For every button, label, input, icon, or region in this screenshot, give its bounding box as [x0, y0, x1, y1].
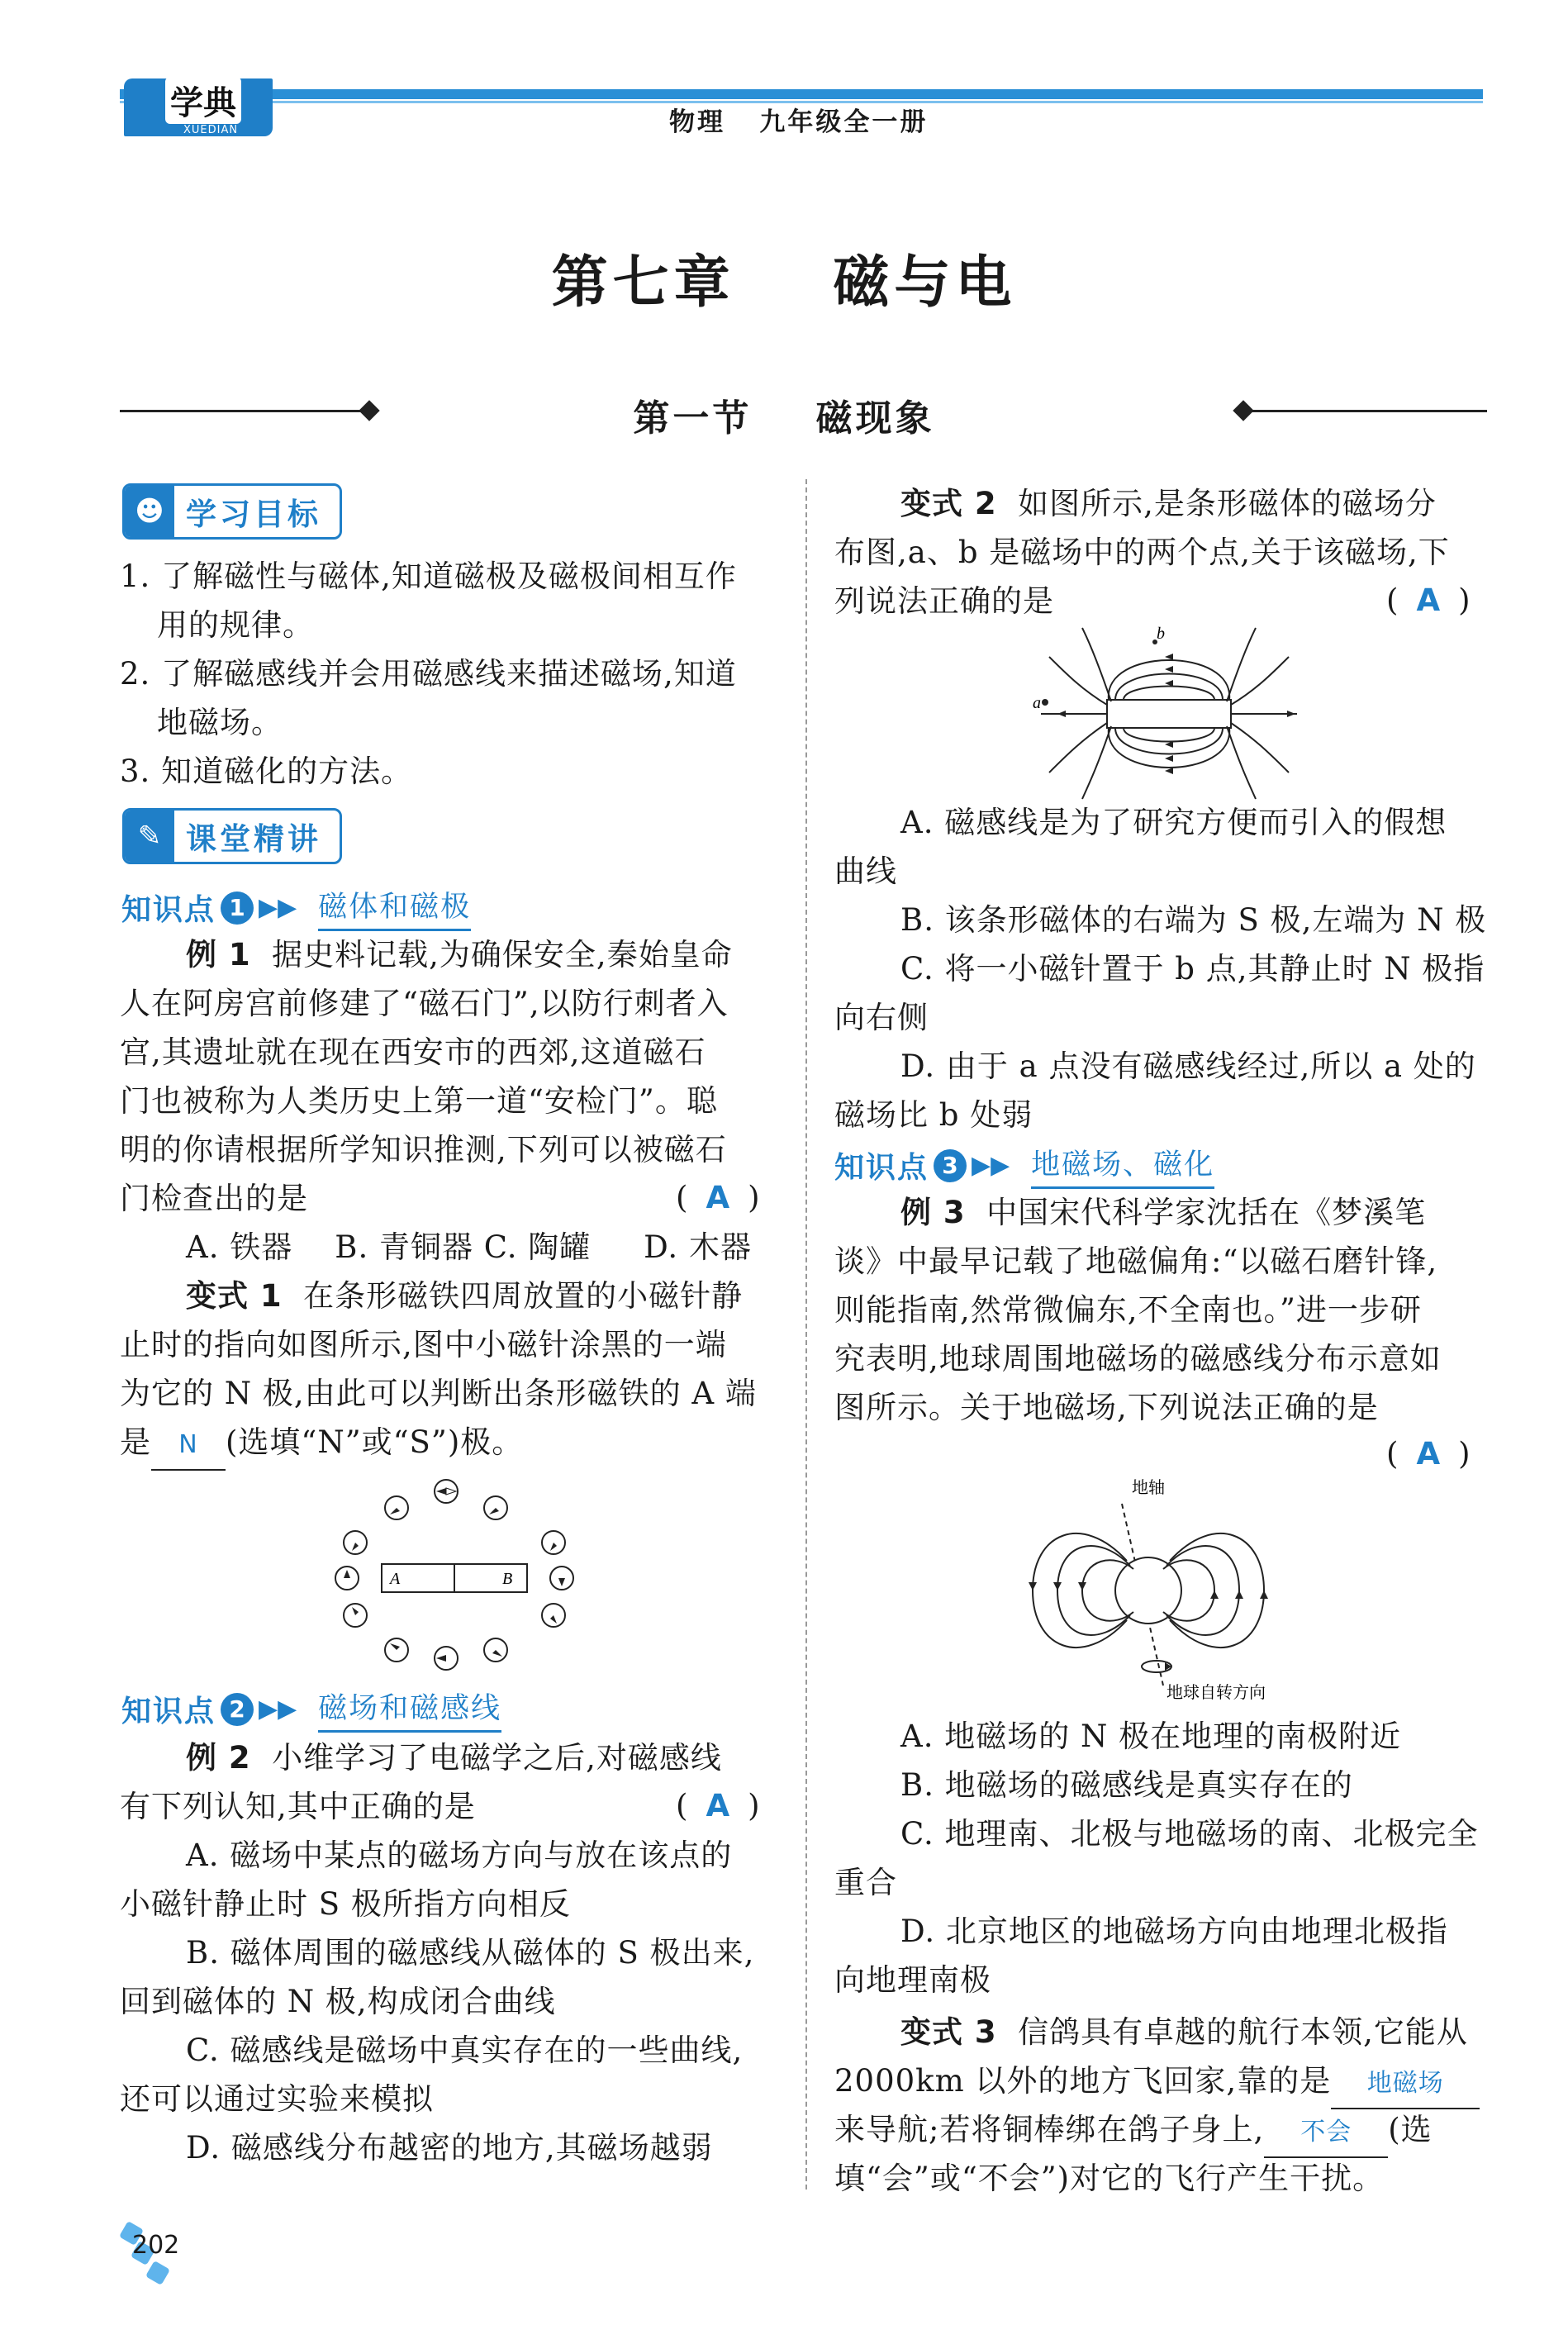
example-options: A. 铁器 B. 青铜器 C. 陶罐 D. 木器	[186, 1229, 752, 1265]
variant-text: 2000km 以外的地方飞回家,靠的是	[834, 2063, 1332, 2099]
variant-label: 变式 3	[900, 2014, 997, 2050]
variant-3-line3	[834, 2105, 1433, 2158]
variant-2	[900, 479, 1437, 528]
magnet-end-b: B	[502, 1570, 513, 1588]
answer-bracket: ( A )	[676, 1180, 760, 1215]
example-2	[186, 1733, 722, 1782]
example-label: 例 1	[186, 937, 251, 972]
example-text: 据史料记载,为确保安全,秦始皇命	[272, 937, 733, 972]
goals-tag	[122, 483, 342, 540]
point-b-label: b	[1157, 625, 1165, 643]
book-title: 物理 九年级全一册	[669, 107, 929, 137]
kp-label: 知识点	[121, 1695, 216, 1728]
option-text: D. 北京地区的地磁场方向由地理北极指	[900, 1914, 1448, 1949]
magnet-end-a: A	[390, 1570, 401, 1588]
variant-text: 填“会”或“不会”)对它的飞行产生干扰。	[834, 2161, 1385, 2196]
variant-1	[186, 1272, 743, 1320]
knowledge-point-3	[834, 1142, 1214, 1189]
divider-right	[1243, 410, 1487, 412]
magnetic-field-figure	[1033, 624, 1305, 801]
fill-blank-answer: 不会	[1264, 2108, 1388, 2158]
fill-blank-answer: N	[151, 1420, 226, 1471]
chapter-title: 第七章 磁与电	[551, 250, 1017, 316]
variant-text: 来导航;若将铜棒绑在鸽子身上,	[834, 2112, 1265, 2147]
example-text: 宫,其遗址就在现在西安市的西郊,这道磁石	[120, 1034, 706, 1070]
option-text: B. 地磁场的磁感线是真实存在的	[900, 1767, 1353, 1803]
compass-figure	[314, 1475, 595, 1673]
variant-text: 列说法正确的是	[834, 583, 1054, 619]
option-text: 小磁针静止时 S 极所指方向相反	[120, 1886, 571, 1922]
option-text: 磁场比 b 处弱	[834, 1097, 1033, 1133]
option-text: C. 地理南、北极与地磁场的南、北极完全	[900, 1816, 1479, 1852]
header-bar	[120, 89, 1483, 99]
brand-logo: 学典	[165, 77, 241, 124]
earth-axis-label: 地轴	[1132, 1477, 1165, 1497]
section-title: 第一节 磁现象	[633, 397, 935, 440]
example-text: 中国宋代科学家沈括在《梦溪笔	[986, 1195, 1427, 1230]
double-arrow-icon: ▶▶	[972, 1151, 1010, 1180]
lecture-tag	[122, 808, 342, 864]
variant-text: 布图,a、b 是磁场中的两个点,关于该磁场,下	[834, 535, 1450, 570]
answer-value: A	[1416, 582, 1441, 618]
hex-decoration	[145, 2261, 170, 2285]
fill-blank-answer: 地磁场	[1331, 2059, 1480, 2109]
option-text: 向右侧	[834, 1000, 929, 1035]
column-divider	[805, 479, 807, 2189]
goal-1b: 用的规律。	[157, 607, 314, 643]
option-text: A. 地磁场的 N 极在地理的南极附近	[900, 1719, 1402, 1754]
kp-title: 地磁场、磁化	[1031, 1142, 1214, 1189]
kp-label: 知识点	[834, 1151, 929, 1185]
answer-bracket: ( A )	[1386, 1436, 1471, 1472]
option-text: 回到磁体的 N 极,构成闭合曲线	[120, 1984, 556, 2019]
example-1	[186, 930, 733, 979]
example-3	[900, 1188, 1426, 1237]
example-text: 则能指南,然常微偏东,不全南也。”进一步研	[834, 1292, 1422, 1328]
variant-label: 变式 1	[186, 1278, 283, 1314]
goal-2: 2. 了解磁感线并会用磁感线来描述磁场,知道	[120, 656, 737, 692]
goal-3: 3. 知道磁化的方法。	[120, 754, 413, 789]
option-text: D. 由于 a 点没有磁感线经过,所以 a 处的	[900, 1048, 1476, 1084]
option-text: C. 磁感线是磁场中真实存在的一些曲线,	[186, 2033, 744, 2068]
example-text: 小维学习了电磁学之后,对磁感线	[272, 1740, 722, 1776]
example-label: 例 2	[186, 1740, 251, 1776]
example-text: 究表明,地球周围地磁场的磁感线分布示意如	[834, 1341, 1442, 1376]
option-text: C. 将一小磁针置于 b 点,其静止时 N 极指	[900, 951, 1485, 987]
knowledge-point-1	[121, 884, 471, 931]
variant-text: 如图所示,是条形磁体的磁场分	[1018, 486, 1437, 521]
earth-field-figure	[1024, 1475, 1305, 1706]
option-text: A. 磁场中某点的磁场方向与放在该点的	[186, 1838, 733, 1873]
kp-number: 3	[934, 1149, 967, 1182]
variant-text: (选	[1388, 2112, 1433, 2147]
variant-text: 为它的 N 极,由此可以判断出条形磁铁的 A 端	[120, 1376, 757, 1411]
goals-label: 学习目标	[186, 497, 321, 532]
option-text: D. 磁感线分布越密的地方,其磁场越弱	[186, 2130, 713, 2166]
variant-label: 变式 2	[900, 486, 997, 521]
goal-2b: 地磁场。	[157, 705, 283, 740]
goal-1: 1. 了解磁性与磁体,知道磁极及磁极间相互作	[120, 559, 737, 594]
kp-number: 1	[221, 891, 254, 925]
answer-value: A	[1416, 1436, 1441, 1472]
example-text: 门检查出的是	[120, 1181, 308, 1216]
answer-value: A	[706, 1180, 730, 1215]
example-label: 例 3	[900, 1195, 966, 1230]
double-arrow-icon: ▶▶	[259, 1695, 297, 1724]
option-text: A. 磁感线是为了研究方便而引入的假想	[900, 805, 1447, 840]
lecture-label: 课堂精讲	[186, 821, 321, 857]
kp-label: 知识点	[121, 893, 216, 927]
answer-value: A	[706, 1788, 730, 1823]
rotation-direction-label: 地球自转方向	[1166, 1682, 1266, 1702]
variant-1-fill	[120, 1418, 523, 1471]
kp-title: 磁体和磁极	[318, 884, 471, 931]
answer-bracket: ( A )	[1386, 582, 1471, 618]
option-text: 重合	[834, 1865, 897, 1900]
student-icon: ☻	[125, 486, 174, 537]
option-text: B. 该条形磁体的右端为 S 极,左端为 N 极	[900, 902, 1487, 938]
example-text: 明的你请根据所学知识推测,下列可以被磁石	[120, 1132, 727, 1167]
variant-3	[900, 2008, 1468, 2056]
page-number: 202	[132, 2231, 180, 2260]
point-a-label: a	[1033, 694, 1041, 712]
knowledge-point-2	[121, 1686, 501, 1733]
variant-text: 止时的指向如图所示,图中小磁针涂黑的一端	[120, 1327, 727, 1362]
example-text: 人在阿房宫前修建了“磁石门”,以防行刺者入	[120, 986, 729, 1021]
option-text: 还可以通过实验来模拟	[120, 2081, 434, 2117]
answer-bracket: ( A )	[676, 1788, 760, 1823]
kp-title: 磁场和磁感线	[318, 1686, 501, 1733]
variant-text: 是	[120, 1424, 151, 1460]
variant-text: 信鸽具有卓越的航行本领,它能从	[1018, 2014, 1468, 2050]
variant-text: (选填“N”或“S”)极。	[226, 1424, 524, 1460]
example-text: 门也被称为人类历史上第一道“安检门”。聪	[120, 1083, 718, 1119]
variant-text: 在条形磁铁四周放置的小磁针静	[303, 1278, 744, 1314]
example-text: 图所示。关于地磁场,下列说法正确的是	[834, 1390, 1379, 1425]
example-text: 有下列认知,其中正确的是	[120, 1789, 476, 1824]
option-text: B. 磁体周围的磁感线从磁体的 S 极出来,	[186, 1935, 755, 1971]
brand-subtitle: XUEDIAN	[183, 124, 239, 136]
double-arrow-icon: ▶▶	[259, 893, 297, 922]
variant-3-line2	[834, 2056, 1480, 2109]
pencil-icon: ✎	[125, 811, 174, 862]
kp-number: 2	[221, 1693, 254, 1726]
option-text: 向地理南极	[834, 1962, 991, 1998]
example-text: 谈》中最早记载了地磁偏角:“以磁石磨针锋,	[834, 1243, 1438, 1279]
option-text: 曲线	[834, 853, 897, 889]
